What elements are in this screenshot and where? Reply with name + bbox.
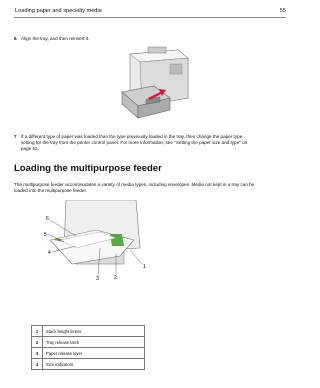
callout-4: 4 — [48, 250, 51, 256]
step-number: 6 — [14, 36, 17, 41]
section-paragraph: The multipurpose feeder accommodates a variety of media types, including envelopes. Media not kept in a tray can be loaded into the multipurpose feeder. — [14, 182, 255, 194]
callout-legend-table — [31, 325, 145, 370]
printer-tray-illustration — [108, 46, 194, 126]
callout-1: 1 — [143, 264, 146, 270]
step-7 — [14, 134, 286, 156]
step-number: 7 — [14, 134, 17, 139]
step-text-line: page 52. — [21, 146, 39, 152]
step-text-line: If a different type of paper was loaded than the type previously loaded in the tray, then change the paper type — [21, 134, 243, 139]
callout-5: 5 — [44, 232, 47, 238]
page-header — [14, 5, 286, 18]
callout-3: 3 — [96, 276, 99, 280]
legend-number: 1 — [32, 326, 43, 337]
legend-label: Paper release lever — [43, 348, 145, 359]
legend-number: 3 — [32, 348, 43, 359]
legend-label: Stack height limiter — [43, 326, 145, 337]
legend-number: 2 — [32, 337, 43, 348]
legend-number: 4 — [32, 359, 43, 370]
callout-6: 6 — [46, 216, 49, 222]
page-number: 55 — [279, 8, 286, 14]
table-row — [32, 359, 145, 370]
legend-label: Size indicators — [43, 359, 145, 370]
running-title: Loading paper and specialty media — [15, 8, 102, 14]
callout-2: 2 — [114, 275, 117, 280]
multipurpose-feeder-illustration — [36, 200, 156, 280]
table-row — [32, 348, 145, 359]
table-row — [32, 326, 145, 337]
table-row — [32, 337, 145, 348]
step-6 — [14, 36, 284, 43]
step-text: Align the tray, and then reinsert it. — [21, 36, 90, 41]
section-heading: Loading the multipurpose feeder — [14, 163, 162, 174]
right-guide — [110, 234, 124, 246]
step-text-line: setting for the tray from the printer control panel. For more information, see "Setting the paper size and type" on — [21, 140, 248, 146]
legend-label: Tray release latch — [43, 337, 145, 348]
